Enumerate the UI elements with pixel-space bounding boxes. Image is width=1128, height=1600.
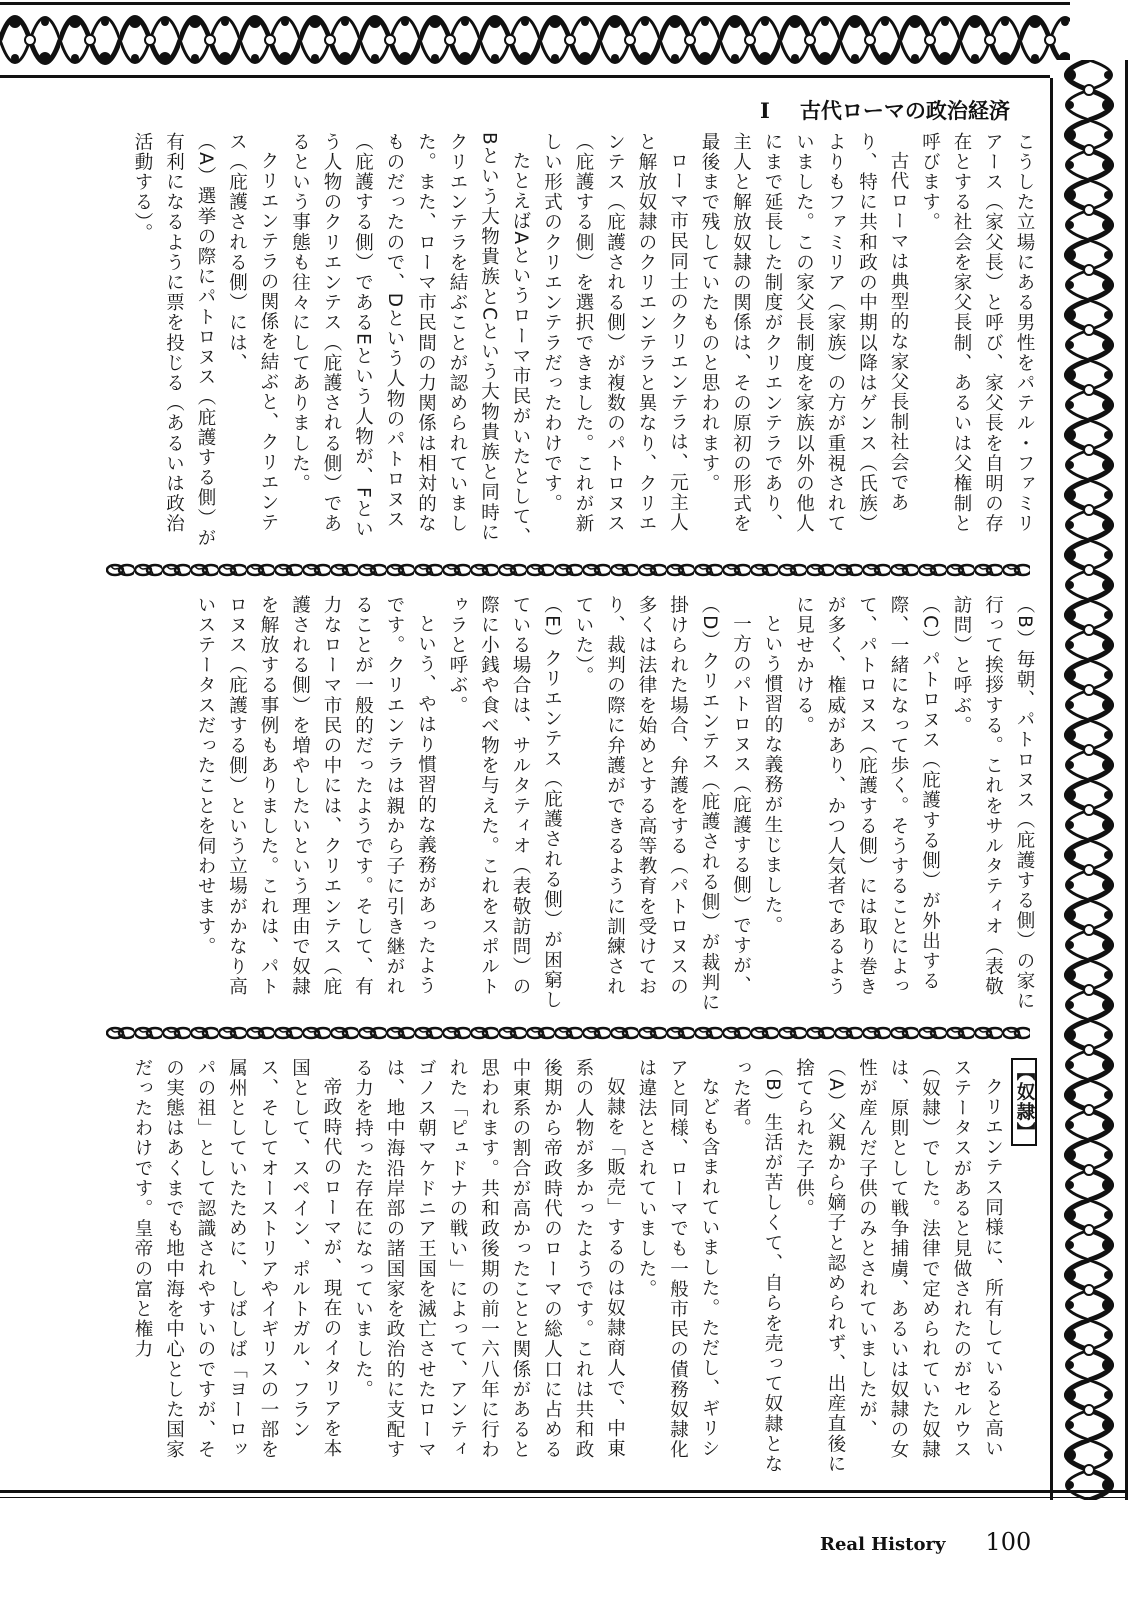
chain-divider xyxy=(106,1021,1030,1045)
chapter-number: I xyxy=(760,97,770,123)
paragraph: という、やはり慣習的な義務があったようです。クリエンテラは親から子に引き継がれることが一般的だったようです。そして、有力なローマ市民の中には、クリエンテス（庇護される側）を増やしたいという理由で奴隷を解放する事例もありました。これは、パトロヌス（庇護する側）という立場がかなり高いステータスだったことを伺わせます。 xyxy=(195,595,437,997)
paragraph: クリエンテス同様に、所有していると高いステータスがあると見做されたのがセルウス（奴隷）でした。法律で定められていた奴隷は、原則として戦争捕虜、あるいは奴隷の女性が産んだ子供のみとされていましたが、 xyxy=(856,1058,1004,1460)
section-heading: 【奴隷】 xyxy=(1011,1058,1037,1146)
footer-rule xyxy=(0,1490,1128,1493)
ornamental-border-top xyxy=(0,0,1070,80)
paragraph: 奴隷を「販売」するのは奴隷商人で、中東系の人物が多かったようです。これは共和政後期から帝政時代のローマの総人口に占める中東系の割合が高かったことと関係があると思われます。共和政後期の前一六八年に行われた「ピュドナの戦い」によって、アンティゴノス朝マケドニア王国を滅亡させたローマは、地中海沿岸部の諸国家を政治的に支配する力を持った存在になっていました。 xyxy=(352,1058,626,1460)
chapter-header xyxy=(760,92,1040,128)
chain-divider xyxy=(106,558,1030,582)
paragraph: クリエンテラの関係を結ぶと、クリエンテス（庇護される側）には、 xyxy=(226,132,279,533)
text-section-1 xyxy=(110,132,1040,550)
paragraph: なども含まれていました。ただし、ギリシアと同様、ローマでも一般市民の債務奴隷化は違法とされていました。 xyxy=(636,1058,720,1460)
paragraph: 一方のパトロヌス（庇護する側）ですが、 xyxy=(730,613,752,996)
series-name: Real History xyxy=(820,1534,946,1555)
paragraph: （B）毎朝、パトロヌス（庇護する側）の家に行って挨拶する。これをサルタティオ（表敬訪問）と呼ぶ。 xyxy=(951,595,1035,1012)
paragraph: （A）選挙の際にパトロヌス（庇護する側）が有利になるように票を投じる（あるいは政治活動する）。 xyxy=(132,132,216,549)
paragraph: こうした立場にある男性をパテル・ファミリアース（家父長）と呼び、家父長を自明の存在とする社会を家父長制、あるいは父権制と呼びます。 xyxy=(919,132,1035,534)
paragraph: という慣習的な義務が生じました。 xyxy=(762,613,783,936)
section-heading-wrap xyxy=(1009,1058,1041,1478)
ornamental-border-right xyxy=(1050,60,1128,1500)
ornament-pattern-right xyxy=(1050,60,1128,1500)
text-section-2 xyxy=(110,595,1040,1015)
ornament-pattern-top xyxy=(0,0,1070,80)
paragraph: （B）生活が苦しくて、自らを売って奴隷となった者。 xyxy=(730,1058,783,1475)
paragraph: 古代ローマは典型的な家父長制社会であり、特に共和政の中期以降はゲンス（氏族）よりもファミリア（家族）の方が重視されていました。この家父長制度を家族以外の他人にまで延長した制度がクリエンテラであり、主人と解放奴隷の関係は、その原初の形式を最後まで残していたものと思われます。 xyxy=(699,132,909,534)
paragraph: （D）クリエンテス（庇護される側）が裁判に掛けられた場合、弁護をする（パトロヌスの多くは法律を始めとする高等教育を受けており、裁判の際に弁護ができるように訓練されていた）。 xyxy=(573,595,720,1013)
paragraph: たとえばAというローマ市民がいたとして、Bという大物貴族とCという大物貴族と同時にクリエンテラを結ぶことが認められていました。また、ローマ市民間の力関係は相対的なものだったので、Dという人物のパトロヌス（庇護する側）であるEという人物が、Fという人物のクリエンテス（庇護される側）であるという事態も往々にしてありました。 xyxy=(289,132,531,547)
chapter-title: 古代ローマの政治経済 xyxy=(799,98,1010,123)
text-section-3 xyxy=(110,1058,1040,1478)
paragraph: （E）クリエンテス（庇護される側）が困窮している場合は、サルタティオ（表敬訪問）の際に小銭や食べ物を与えた。これをスポルトゥラと呼ぶ。 xyxy=(447,595,563,1011)
page-number: 100 xyxy=(985,1528,1032,1556)
footer-rule-thin xyxy=(0,1497,1128,1498)
paragraph: ローマ市民同士のクリエンテラは、元主人と解放奴隷のクリエンテラと異なり、クリエンテス（庇護される側）が複数のパトロヌス（庇護する側）を選択できました。これが新しい形式のクリエンテラだったわけです。 xyxy=(541,132,689,534)
page-footer xyxy=(820,1528,1031,1558)
paragraph: （A）父親から嫡子と認められず、出産直後に捨てられた子供。 xyxy=(793,1058,846,1475)
paragraph: 帝政時代のローマが、現在のイタリアを本国として、スペイン、ポルトガル、フランス、そしてオーストリアやイギリスの一部を属州としていたために、しばしば「ヨーロッパの祖」として認識されやすいのですが、その実態はあくまでも地中海を中心とした国家だったわけです。皇帝の富と権力 xyxy=(132,1058,342,1460)
paragraph: （C）パトロヌス（庇護する側）が外出する際、一緒になって歩く。そうすることによって、パトロヌス（庇護する側）には取り巻きが多く、権威があり、かつ人気者であるように見せかける。 xyxy=(793,595,941,997)
